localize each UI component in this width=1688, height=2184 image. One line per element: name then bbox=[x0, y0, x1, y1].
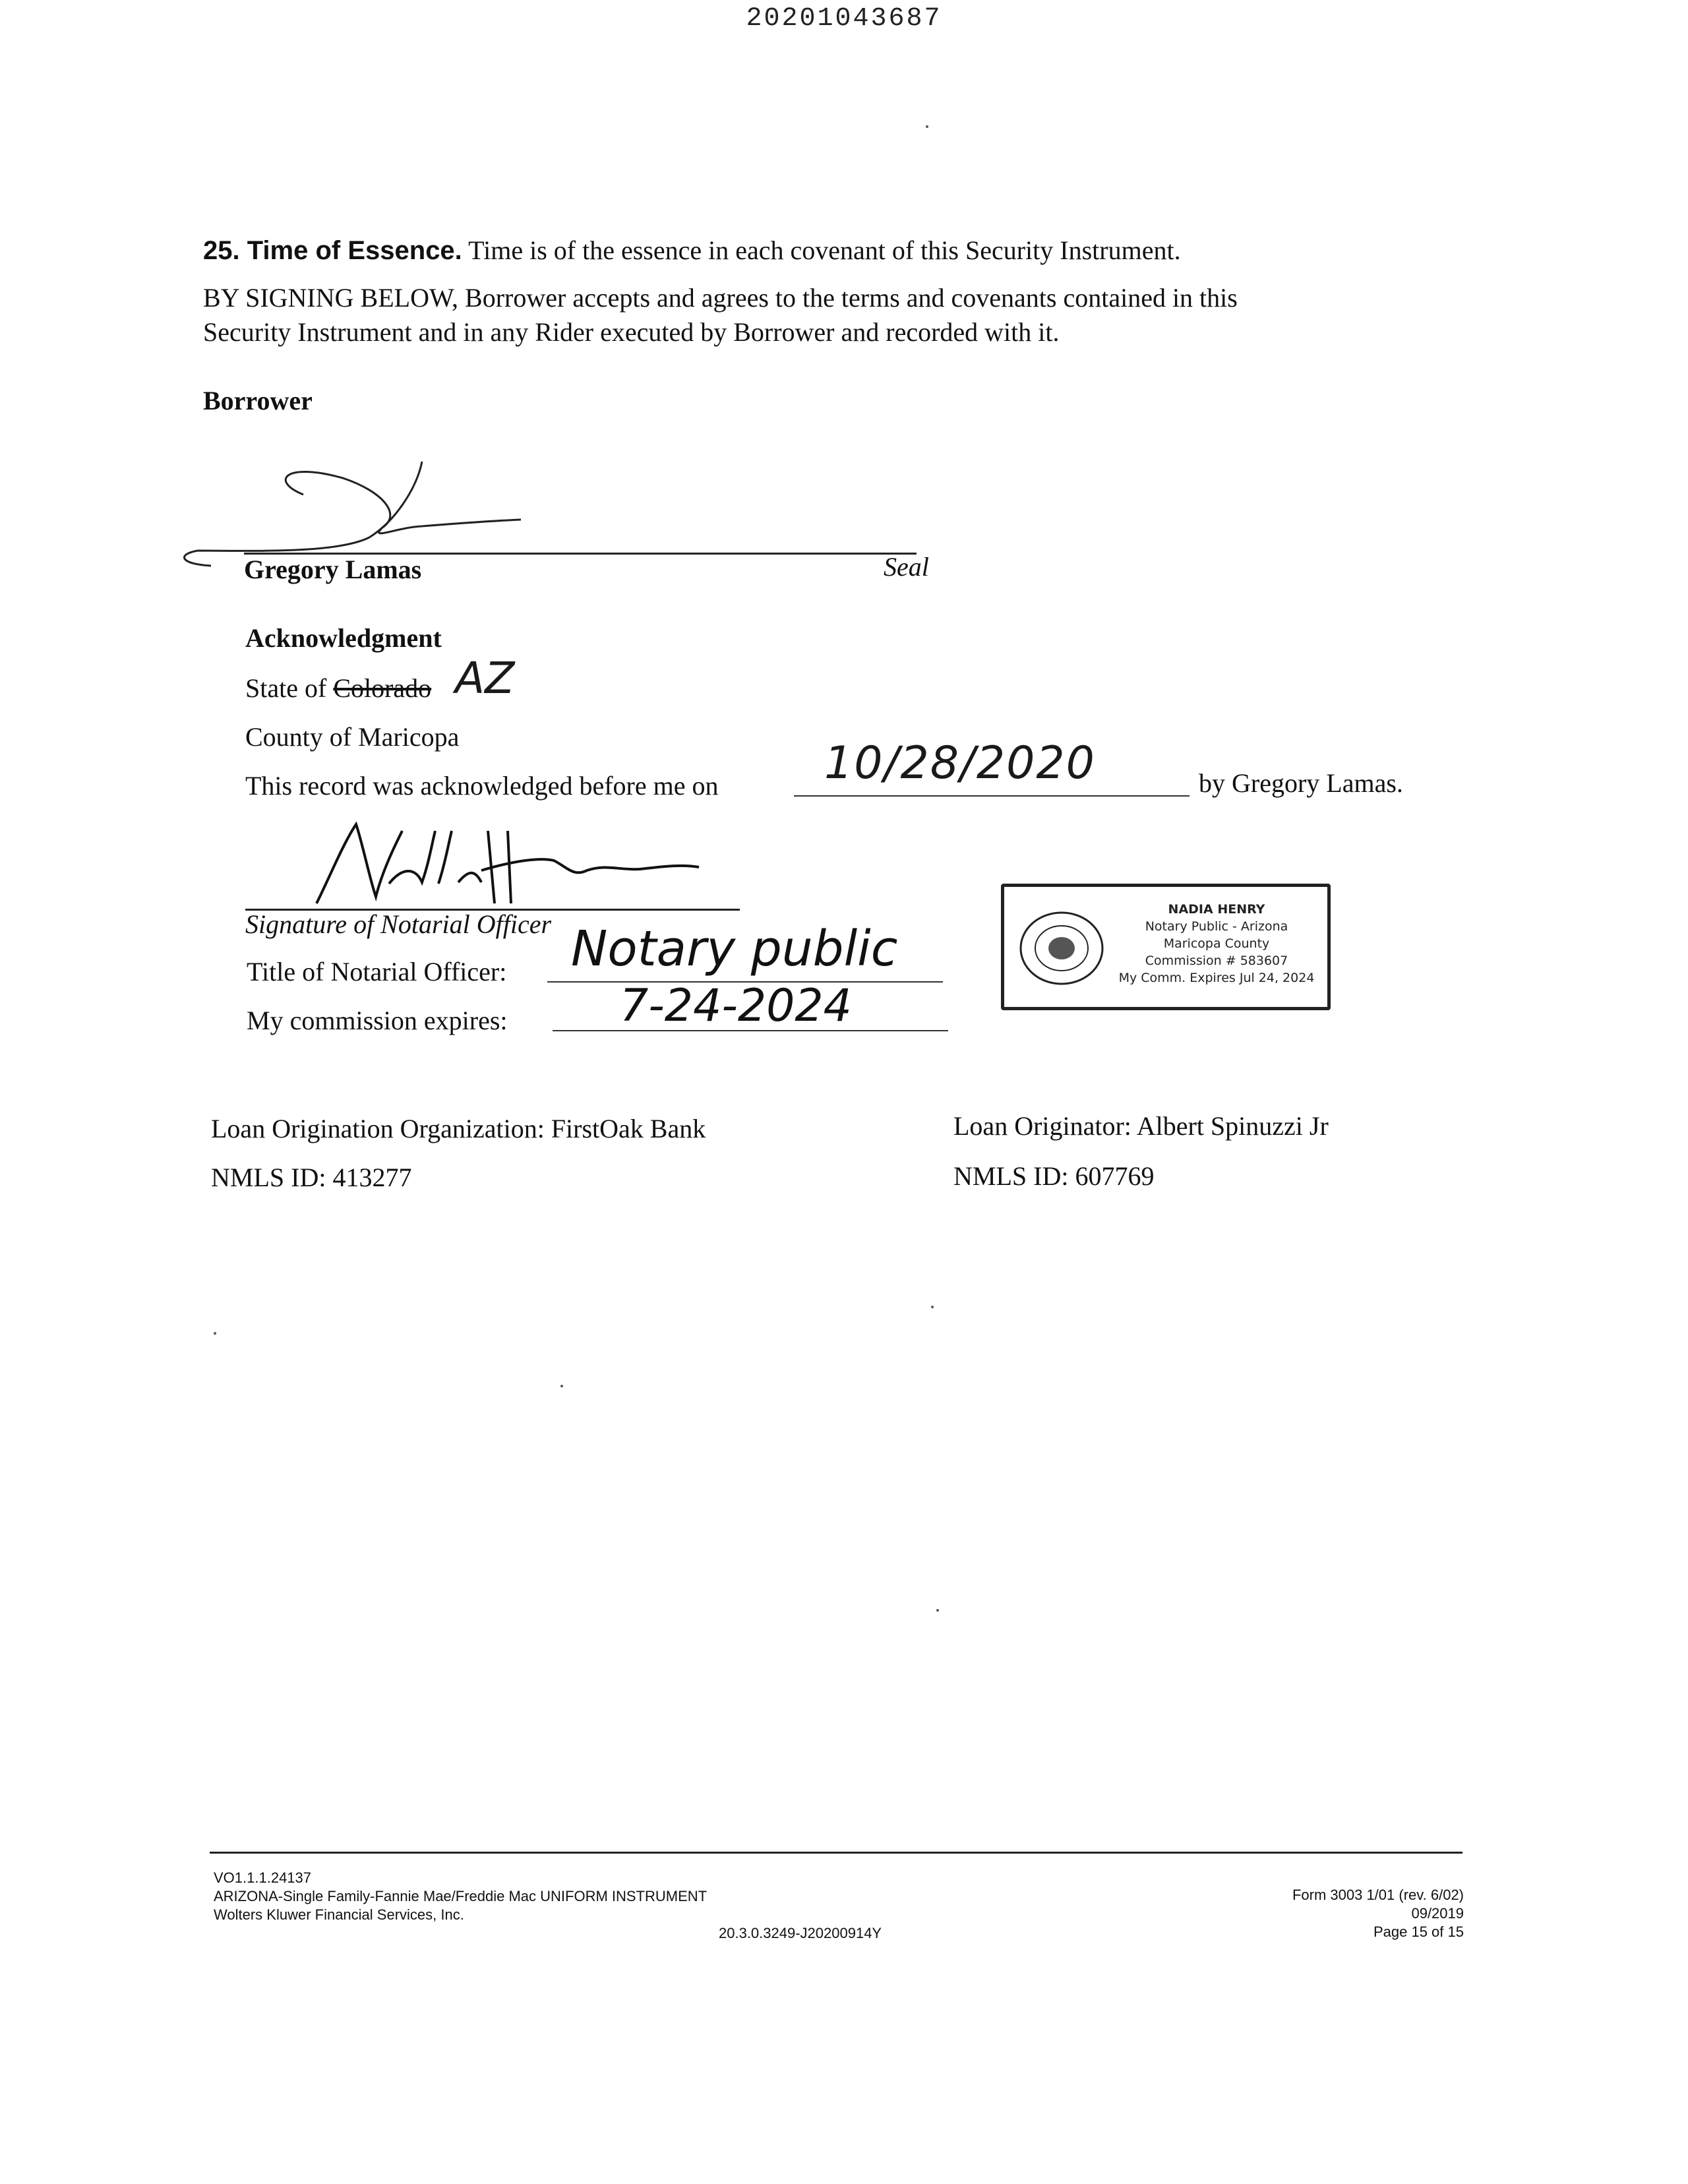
section-25-heading: 25. Time of Essence. bbox=[203, 236, 462, 265]
scan-speck bbox=[214, 1332, 216, 1335]
scan-speck bbox=[926, 125, 928, 128]
stamp-line-3: Commission # 583607 bbox=[1145, 954, 1288, 968]
footer-form-date: 09/2019 bbox=[1411, 1905, 1464, 1922]
footer-page: Page 15 of 15 bbox=[1373, 1924, 1464, 1940]
signing-line-1: BY SIGNING BELOW, Borrower accepts and agrees to the terms and covenants contained in this bbox=[203, 283, 1238, 313]
loan-org-nmls: NMLS ID: 413277 bbox=[211, 1163, 412, 1192]
stamp-name: NADIA HENRY bbox=[1168, 902, 1265, 917]
loan-originator-nmls: NMLS ID: 607769 bbox=[953, 1161, 1155, 1191]
stamp-line-1: Notary Public - Arizona bbox=[1145, 919, 1288, 934]
expires-label: My commission expires: bbox=[247, 1006, 508, 1035]
borrower-heading: Borrower bbox=[203, 386, 313, 415]
state-line bbox=[245, 670, 431, 707]
title-handwritten: Notary public bbox=[571, 921, 898, 977]
state-label: State of bbox=[245, 673, 327, 703]
stamp-text bbox=[1108, 901, 1325, 986]
expires-handwritten: 7-24-2024 bbox=[620, 980, 852, 1032]
scan-speck bbox=[931, 1306, 934, 1308]
signing-line-2: Security Instrument and in any Rider executed by Borrower and recorded with it. bbox=[203, 317, 1060, 347]
state-seal-icon bbox=[1015, 909, 1108, 988]
scan-speck bbox=[560, 1385, 563, 1387]
loan-org: Loan Origination Organization: FirstOak Bank bbox=[211, 1114, 706, 1143]
footer-rule bbox=[210, 1852, 1462, 1854]
loan-originator: Loan Originator: Albert Spinuzzi Jr bbox=[953, 1111, 1329, 1141]
stamp-line-4: My Comm. Expires Jul 24, 2024 bbox=[1118, 971, 1315, 985]
acknowledgment-heading: Acknowledgment bbox=[245, 623, 442, 653]
title-label: Title of Notarial Officer: bbox=[247, 957, 507, 986]
state-struck: Colorado bbox=[333, 673, 432, 703]
footer-form-number: Form 3003 1/01 (rev. 6/02) bbox=[1292, 1887, 1464, 1903]
county-line: County of Maricopa bbox=[245, 722, 460, 752]
notary-signature-label: Signature of Notarial Officer bbox=[245, 909, 552, 939]
date-line bbox=[794, 795, 1190, 797]
section-25-paragraph bbox=[203, 232, 1181, 269]
scan-speck bbox=[936, 1609, 939, 1612]
notary-signature bbox=[290, 804, 712, 917]
section-25-text: Time is of the essence in each covenant of this Security Instrument. bbox=[468, 235, 1181, 265]
date-handwritten: 10/28/2020 bbox=[824, 737, 1096, 789]
footer-doc-code: 20.3.0.3249-J20200914Y bbox=[719, 1925, 882, 1941]
footer-publisher: Wolters Kluwer Financial Services, Inc. bbox=[214, 1906, 464, 1923]
record-prefix: This record was acknowledged before me on bbox=[245, 771, 719, 801]
borrower-name: Gregory Lamas bbox=[244, 555, 422, 584]
seal-label: Seal bbox=[884, 552, 929, 582]
state-handwritten: AZ bbox=[455, 653, 515, 704]
record-suffix: by Gregory Lamas. bbox=[1199, 768, 1403, 798]
footer-version: VO1.1.1.24137 bbox=[214, 1869, 312, 1886]
record-number: 20201043687 bbox=[746, 4, 942, 34]
footer-form-title: ARIZONA-Single Family-Fannie Mae/Freddie Mac UNIFORM INSTRUMENT bbox=[214, 1888, 708, 1904]
stamp-line-2: Maricopa County bbox=[1163, 936, 1270, 951]
